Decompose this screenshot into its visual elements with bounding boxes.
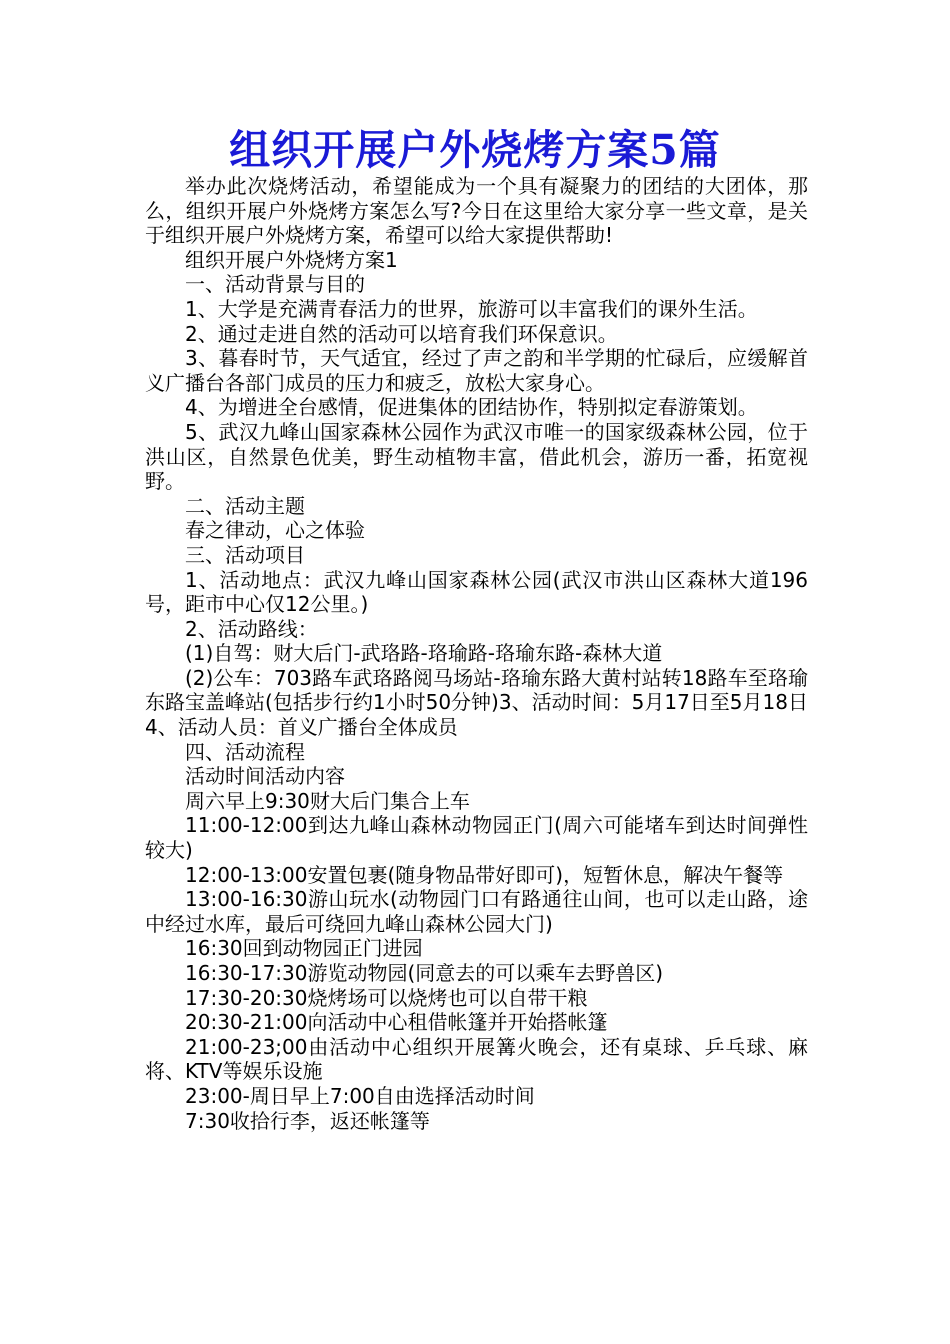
paragraph: 2、通过走进自然的活动可以培育我们环保意识。 — [185, 321, 618, 346]
schedule-item: 16:30回到动物园正门进园 — [185, 936, 423, 961]
paragraph: 1、活动地点：武汉九峰山国家森林公园(武汉市洪山区森林大道196号，距市中心仅12公里。) — [145, 567, 808, 617]
schedule-item: 21:00-23;00由活动中心组织开展篝火晚会，还有桌球、乒乓球、麻将、KTV等娱乐设施 — [145, 1034, 808, 1084]
intro-paragraph: 举办此次烧烤活动，希望能成为一个具有凝聚力的团结的大团体，那么，组织开展户外烧烤方案怎么写?今日在这里给大家分享一些文章，是关于组织开展户外烧烤方案，希望可以给大家提供帮助! — [145, 174, 808, 248]
paragraph: 5、武汉九峰山国家森林公园作为武汉市唯一的国家级森林公园，位于洪山区，自然景色优美，野生动植物丰富，借此机会，游历一番，拓宽视野。 — [145, 419, 808, 494]
paragraph: 2、活动路线： — [185, 616, 318, 641]
document-body — [145, 174, 808, 1133]
schedule-item: 12:00-13:00安置包裹(随身物品带好即可)，短暂休息，解决午餐等 — [185, 862, 784, 887]
plan-heading: 组织开展户外烧烤方案1 — [185, 247, 398, 272]
paragraph: 4、为增进全台感情，促进集体的团结协作，特别拟定春游策划。 — [185, 395, 758, 420]
paragraph: 春之律动，心之体验 — [185, 518, 365, 543]
paragraph: 1、大学是充满青春活力的世界，旅游可以丰富我们的课外生活。 — [185, 296, 758, 321]
section-heading: 二、活动主题 — [185, 493, 305, 518]
schedule-item: 7:30收拾行李，返还帐篷等 — [185, 1108, 430, 1133]
schedule-item: 20:30-21:00向活动中心租借帐篷并开始搭帐篷 — [185, 1010, 608, 1035]
paragraph: (1)自驾：财大后门-武珞路-珞瑜路-珞瑜东路-森林大道 — [185, 641, 663, 666]
schedule-item: 17:30-20:30烧烤场可以烧烤也可以自带干粮 — [185, 985, 588, 1010]
schedule-item: 23:00-周日早上7:00自由选择活动时间 — [185, 1083, 535, 1108]
schedule-item: 13:00-16:30游山玩水(动物园门口有路通往山间，也可以走山路，途中经过水库，最后可绕回九峰山森林公园大门) — [145, 887, 808, 936]
schedule-item: 11:00-12:00到达九峰山森林动物园正门(周六可能堵车到达时间弹性较大) — [145, 813, 808, 863]
paragraph: (2)公车：703路车武珞路阅马场站-珞瑜东路大黄村站转18路车至珞瑜东路宝盖峰站(包括步行约1小时50分钟)3、活动时间：5月17日至5月18日4、活动人员：首义广播台全体成员 — [145, 665, 808, 740]
schedule-item: 周六早上9:30财大后门集合上车 — [185, 788, 470, 813]
schedule-header: 活动时间活动内容 — [185, 764, 345, 789]
document-title: 组织开展户外烧烤方案5篇 — [229, 126, 721, 174]
section-heading: 一、活动背景与目的 — [185, 272, 365, 297]
section-heading: 三、活动项目 — [185, 542, 305, 567]
schedule-item: 16:30-17:30游览动物园(同意去的可以乘车去野兽区) — [185, 961, 664, 985]
section-heading: 四、活动流程 — [185, 739, 305, 764]
paragraph: 3、暮春时节，天气适宜，经过了声之韵和半学期的忙碌后，应缓解首义广播台各部门成员的压力和疲乏，放松大家身心。 — [145, 346, 808, 395]
